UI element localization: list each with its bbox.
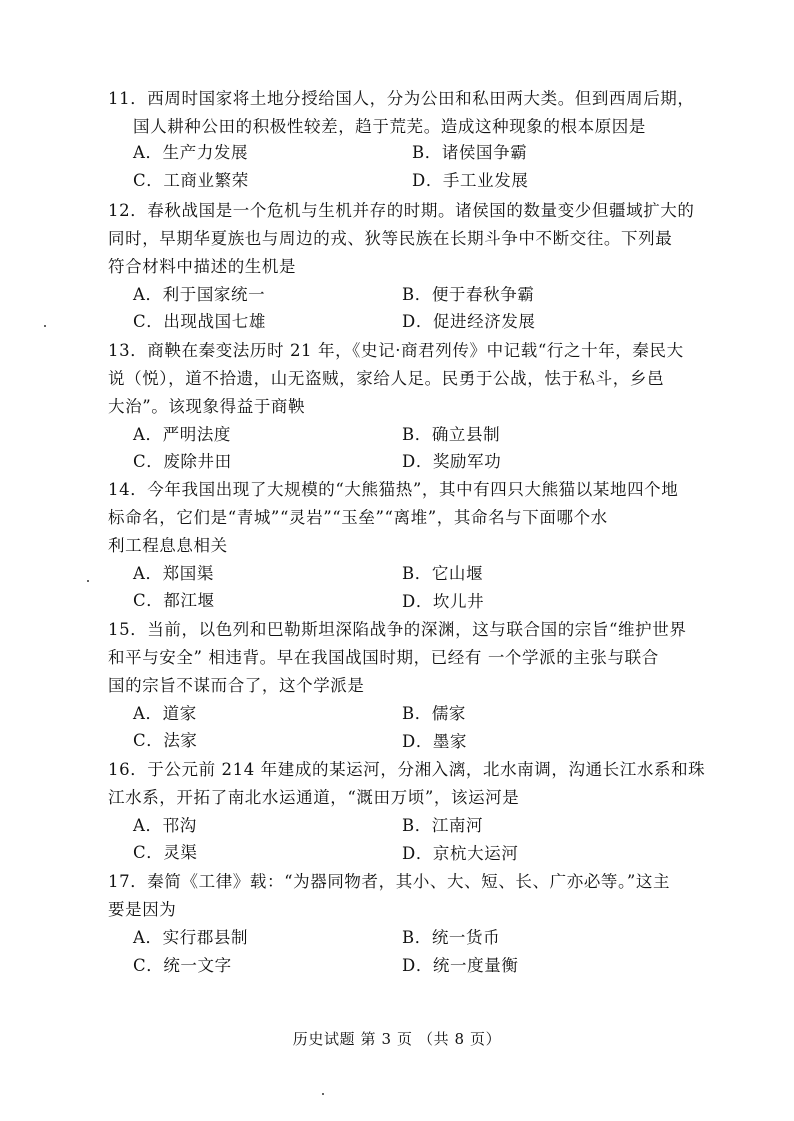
question-stem-line: 符合材料中描述的生机是 (108, 257, 297, 276)
question-stem-line: 说（悦），道不拾遗，山无盗贼，家给人足。民勇于公战，怯于私斗，乡邑 (108, 369, 665, 388)
question-stem-line: 国的宗旨不谋而合了，这个学派是 (108, 676, 365, 695)
option-b[interactable]: B．便于春秋争霸 (402, 285, 535, 304)
option-d[interactable]: D．奖励军功 (402, 452, 502, 471)
option-b[interactable]: B．诸侯国争霸 (412, 143, 528, 162)
option-c[interactable]: C．都江堰 (133, 591, 215, 610)
option-b[interactable]: B．江南河 (402, 816, 484, 835)
question-stem-line: 同时，早期华夏族也与周边的戎、狄等民族在长期斗争中不断交往。下列最 (108, 229, 673, 248)
option-c[interactable]: C．法家 (133, 731, 198, 750)
scan-speck (87, 580, 89, 582)
scan-speck (322, 1093, 324, 1095)
option-a[interactable]: A．实行郡县制 (133, 928, 249, 947)
option-a[interactable]: A．利于国家统一 (133, 285, 266, 304)
option-c[interactable]: C．灵渠 (133, 843, 198, 862)
option-c[interactable]: C．出现战国七雄 (133, 312, 266, 331)
question-stem-line: 大治”。该现象得益于商鞅 (108, 397, 306, 416)
option-a[interactable]: A．生产力发展 (133, 143, 249, 162)
question-stem-line: 16．于公元前 214 年建成的某运河，分湘入漓，北水南调，沟通长江水系和珠 (108, 760, 706, 779)
question-stem-line: 标命名，它们是“青城”“灵岩”“玉垒”“离堆”，其命名与下面哪个水 (108, 508, 608, 527)
question-stem-line: 13．商鞅在秦变法历时 21 年，《史记·商君列传》中记载“行之十年，秦民大 (108, 341, 684, 360)
option-b[interactable]: B．儒家 (402, 704, 467, 723)
option-d[interactable]: D．京杭大运河 (402, 844, 519, 863)
question-stem-line: 要是因为 (108, 900, 177, 919)
option-d[interactable]: D．墨家 (402, 732, 468, 751)
option-b[interactable]: B．统一货币 (402, 928, 501, 947)
question-stem-line: 国人耕种公田的积极性较差，趋于荒芜。造成这种现象的根本原因是 (133, 117, 646, 136)
option-c[interactable]: C．废除井田 (133, 452, 232, 471)
question-stem-line: 11．西周时国家将土地分授给国人，分为公田和私田两大类。但到西周后期， (108, 89, 695, 108)
option-d[interactable]: D．促进经济发展 (402, 312, 536, 331)
question-stem-line: 12．春秋战国是一个危机与生机并存的时期。诸侯国的数量变少但疆域扩大的 (108, 201, 695, 220)
option-a[interactable]: A．严明法度 (133, 425, 232, 444)
option-d[interactable]: D．手工业发展 (412, 171, 529, 190)
question-stem-line: 利工程息息相关 (108, 536, 228, 555)
option-a[interactable]: A．邗沟 (133, 816, 197, 835)
option-a[interactable]: A．道家 (133, 704, 197, 723)
question-stem-line: 江水系，开拓了南北水运通道，“溉田万顷”，该运河是 (108, 788, 520, 807)
scan-speck (44, 325, 46, 327)
option-d[interactable]: D．统一度量衡 (402, 956, 519, 975)
option-d[interactable]: D．坎儿井 (402, 592, 485, 611)
option-c[interactable]: C．统一文字 (133, 956, 232, 975)
question-stem-line: 和平与安全” 相违背。早在我国战国时期，已经有 一个学派的主张与联合 (108, 648, 659, 667)
page-footer: 历史试题 第 3 页 （共 8 页） (292, 1030, 502, 1048)
option-a[interactable]: A．郑国渠 (133, 564, 214, 583)
option-b[interactable]: B．确立县制 (402, 425, 501, 444)
question-stem-line: 15．当前，以色列和巴勒斯坦深陷战争的深渊，这与联合国的宗旨“维护世界 (108, 620, 687, 639)
question-stem-line: 17．秦简《工律》载：“为器同物者，其小、大、短、长、广亦必等。”这主 (108, 872, 671, 891)
option-c[interactable]: C．工商业繁荣 (133, 171, 249, 190)
question-stem-line: 14．今年我国出现了大规模的“大熊猫热”，其中有四只大熊猫以某地四个地 (108, 480, 679, 499)
option-b[interactable]: B．它山堰 (402, 564, 484, 583)
